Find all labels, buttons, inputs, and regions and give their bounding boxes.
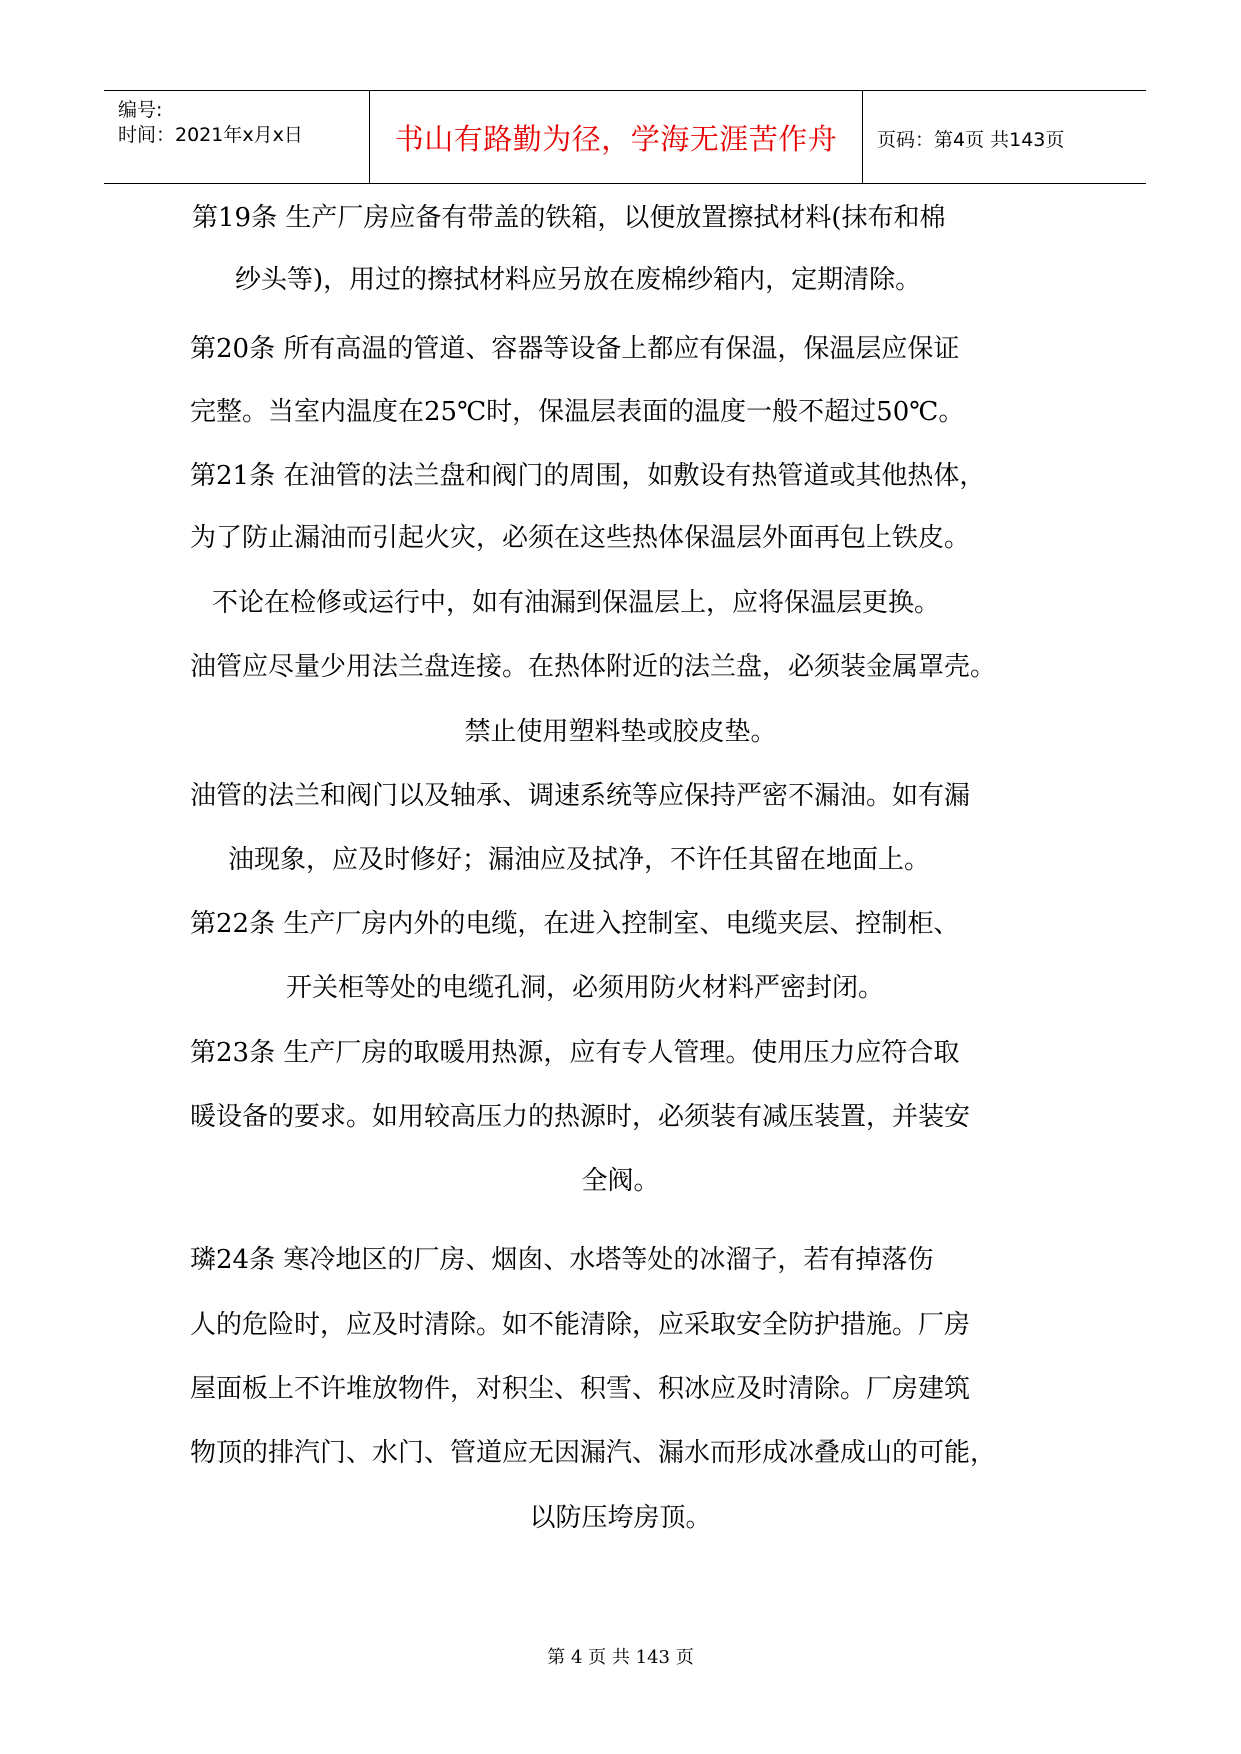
text-line: 不论在检修或运行中，如有油漏到保温层上，应将保温层更换。 — [212, 588, 941, 618]
header-page-label: 页码：第4页 共143页 — [877, 129, 1065, 151]
text-line: 开关柜等处的电缆孔洞，必须用防火材料严密封闭。 — [286, 973, 885, 1003]
text-line: 屋面板上不许堆放物件，对积尘、积雪、积冰应及时清除。厂房建筑 — [190, 1374, 971, 1404]
header-right-cell — [863, 91, 1146, 183]
document-header — [104, 90, 1146, 184]
text-line: 为了防止漏油而引起火灾，必须在这些热体保温层外面再包上铁皮。 — [190, 523, 971, 553]
text-line: 全阀。 — [581, 1166, 660, 1196]
document-date-label: 时间：2021年x月x日 — [118, 124, 303, 146]
text-line: 第19条 生产厂房应备有带盖的铁箱，以便放置擦拭材料(抹布和棉 — [192, 203, 946, 233]
page-footer: 第 4 页 共 143 页 — [547, 1647, 694, 1668]
text-line: 璘24条 寒冷地区的厂房、烟囱、水塔等处的冰溜子，若有掉落伤 — [190, 1245, 934, 1275]
text-line: 物顶的排汽门、水门、管道应无因漏汽、漏水而形成冰叠成山的可能， — [190, 1438, 997, 1468]
text-line: 第20条 所有高温的管道、容器等设备上都应有保温，保温层应保证 — [190, 334, 960, 364]
text-line: 纱头等)，用过的擦拭材料应另放在废棉纱箱内，定期清除。 — [235, 265, 922, 295]
text-line: 第22条 生产厂房内外的电缆，在进入控制室、电缆夹层、控制柜、 — [190, 909, 960, 939]
text-line: 第23条 生产厂房的取暖用热源，应有专人管理。使用压力应符合取 — [190, 1038, 960, 1068]
text-line: 禁止使用塑料垫或胶皮垫。 — [464, 717, 777, 747]
text-line: 第21条 在油管的法兰盘和阀门的周围，如敷设有热管道或其他热体， — [190, 461, 986, 491]
header-center-cell — [369, 91, 863, 183]
text-line: 完整。当室内温度在25℃时，保温层表面的温度一般不超过50℃。 — [190, 397, 965, 427]
header-left-cell — [104, 91, 368, 183]
text-line: 油管应尽量少用法兰盘连接。在热体附近的法兰盘，必须装金属罩壳。 — [190, 652, 997, 682]
text-line: 暖设备的要求。如用较高压力的热源时，必须装有减压装置，并装安 — [190, 1102, 971, 1132]
header-motto: 书山有路勤为径，学海无涯苦作舟 — [394, 122, 838, 156]
document-number-label: 编号: — [118, 99, 163, 121]
text-line: 以防压垮房顶。 — [529, 1503, 712, 1533]
text-line: 油管的法兰和阀门以及轴承、调速系统等应保持严密不漏油。如有漏 — [190, 781, 971, 811]
text-line: 人的危险时，应及时清除。如不能清除，应采取安全防护措施。厂房 — [190, 1310, 971, 1340]
text-line: 油现象，应及时修好；漏油应及拭净，不许任其留在地面上。 — [228, 845, 931, 875]
